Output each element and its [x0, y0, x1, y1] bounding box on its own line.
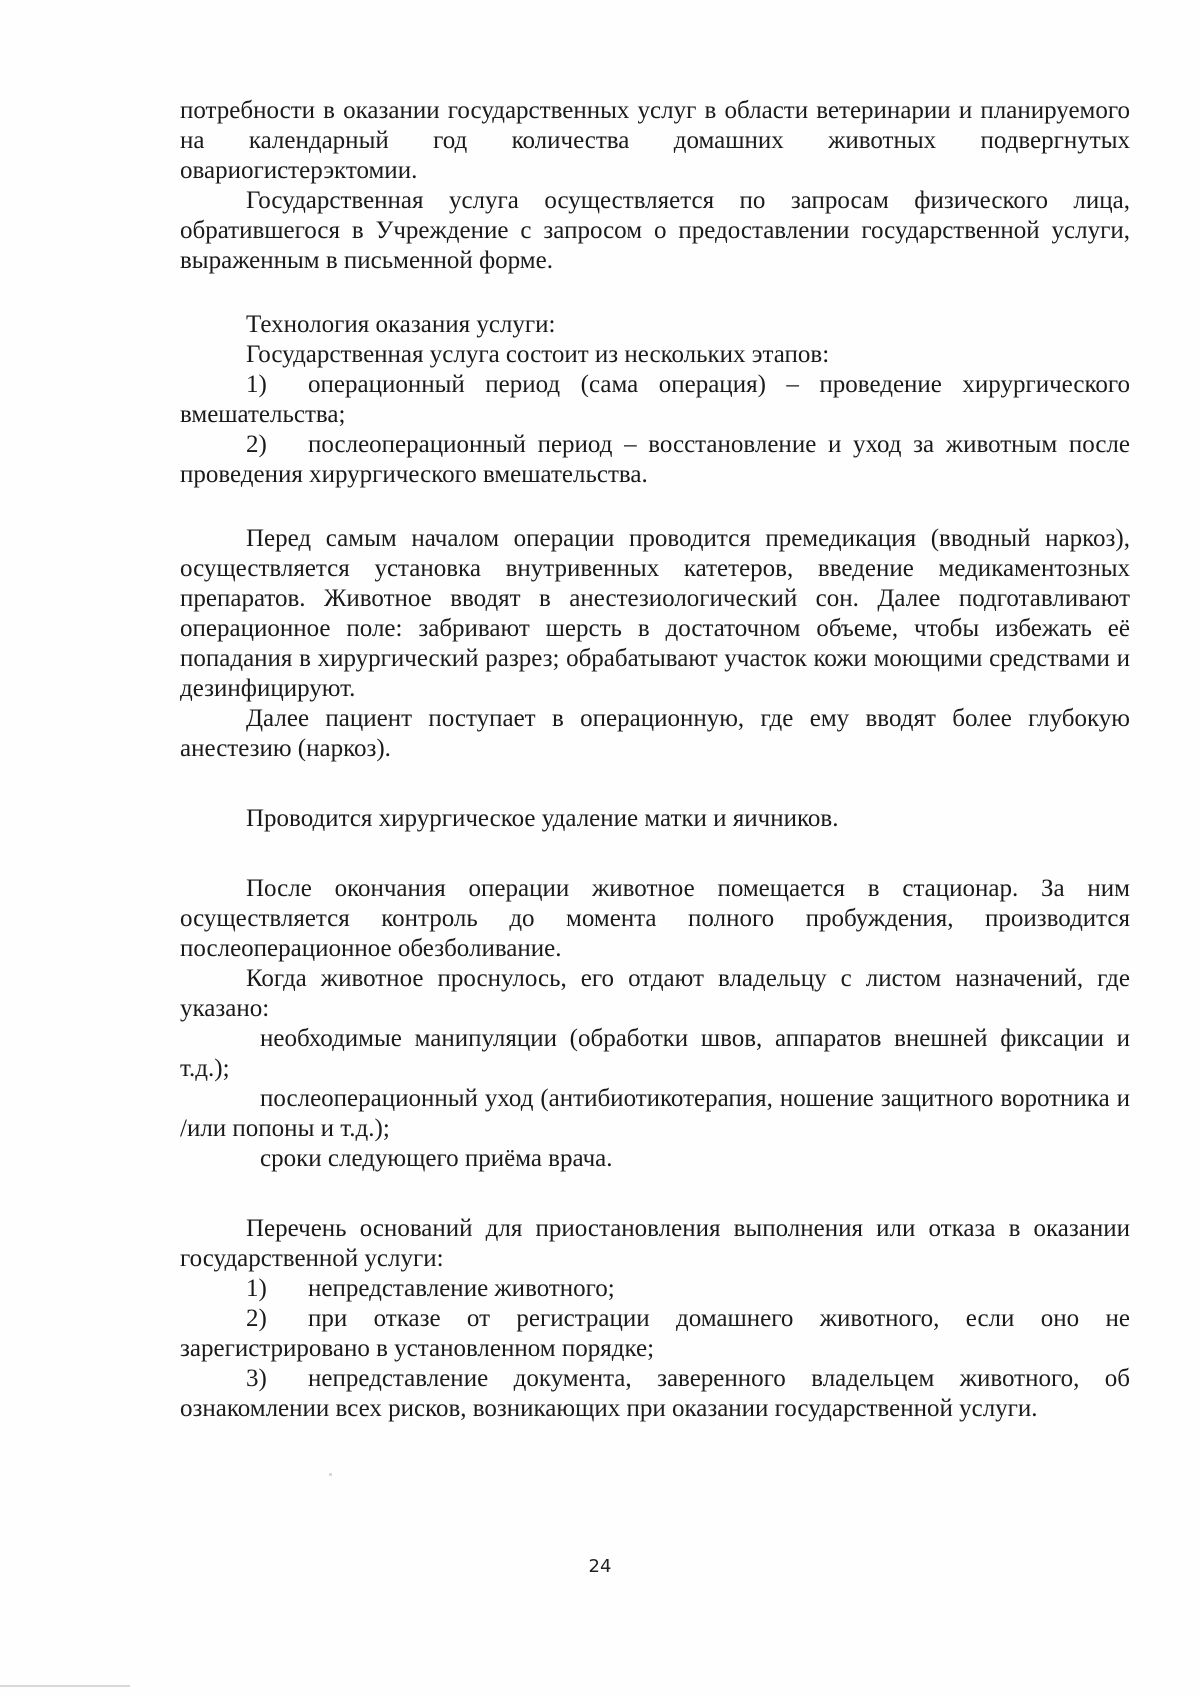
grounds-item [180, 1304, 1130, 1364]
grounds-item [180, 1364, 1130, 1424]
grounds-number: 3) [246, 1365, 267, 1392]
stage-number: 2) [246, 431, 267, 458]
grounds-number: 2) [246, 1305, 267, 1332]
page-number: 24 [588, 1556, 612, 1577]
paragraph-needs: потребности в оказании государственных услуг в области ветеринарии и планируемого на календарный год количества домашних животных подвергнутых овариогистерэктомии. [180, 97, 1130, 184]
paragraph-post-op: После окончания операции животное помещается в стационар. За ним осуществляется контроль до момента полного пробуждения, производится послеоперационное обезболивание. [180, 875, 1130, 962]
stage-number: 1) [246, 371, 267, 398]
paragraph-handover: Когда животное проснулось, его отдают владельцу с листом назначений, где указано: [180, 965, 1130, 1022]
paragraph-stages-intro: Государственная услуга состоит из нескольких этапов: [246, 341, 830, 368]
prescription-item: необходимые манипуляции (обработки швов, аппаратов внешней фиксации и т.д.); [180, 1025, 1130, 1082]
grounds-text: непредставление документа, заверенного владельцем животного, об ознакомлении всех рисков, возникающих при оказании государственной услуги. [180, 1365, 1130, 1422]
stage-text: операционный период (сама операция) – проведение хирургического вмешательства; [180, 371, 1130, 428]
grounds-item [180, 1274, 1130, 1304]
section-title-technology: Технология оказания услуги: [246, 311, 556, 338]
paragraph-refusal-grounds: Перечень оснований для приостановления выполнения или отказа в оказании государственной услуги: [180, 1215, 1130, 1272]
paragraph-service-requests: Государственная услуга осуществляется по запросам физического лица, обратившегося в Учреждение с запросом о предоставлении государственной услуги, выраженным в письменной форме. [180, 187, 1130, 274]
grounds-text: при отказе от регистрации домашнего животного, если оно не зарегистрировано в установленном порядке; [180, 1305, 1130, 1362]
paragraph-surgery: Проводится хирургическое удаление матки и яичников. [246, 805, 839, 832]
prescription-item: послеоперационный уход (антибиотикотерапия, ношение защитного воротника и /или попоны и т.д.); [180, 1085, 1130, 1142]
prescription-item: сроки следующего приёма врача. [260, 1145, 613, 1172]
stage-item [180, 430, 1130, 490]
document-body [180, 96, 1130, 1424]
grounds-number: 1) [246, 1275, 267, 1302]
scan-dot [329, 1473, 332, 1476]
stage-item [180, 370, 1130, 430]
paragraph-premedication: Перед самым началом операции проводится премедикация (вводный наркоз), осуществляется установка внутривенных катетеров, введение медикаментозных препаратов. Животное вводят в анестезиологический сон. Далее подготавливают операционное поле: забривают шерсть в достаточном объеме, чтобы избежать её попадания в хирургический разрез; обрабатывают участок кожи моющими средствами и дезинфицируют. [180, 525, 1130, 702]
scan-edge-mark [0, 1685, 130, 1687]
grounds-text: непредставление животного; [308, 1275, 615, 1302]
paragraph-anesthesia: Далее пациент поступает в операционную, где ему вводят более глубокую анестезию (наркоз). [180, 705, 1130, 762]
stage-text: послеоперационный период – восстановление и уход за животным после проведения хирургического вмешательства. [180, 431, 1130, 488]
